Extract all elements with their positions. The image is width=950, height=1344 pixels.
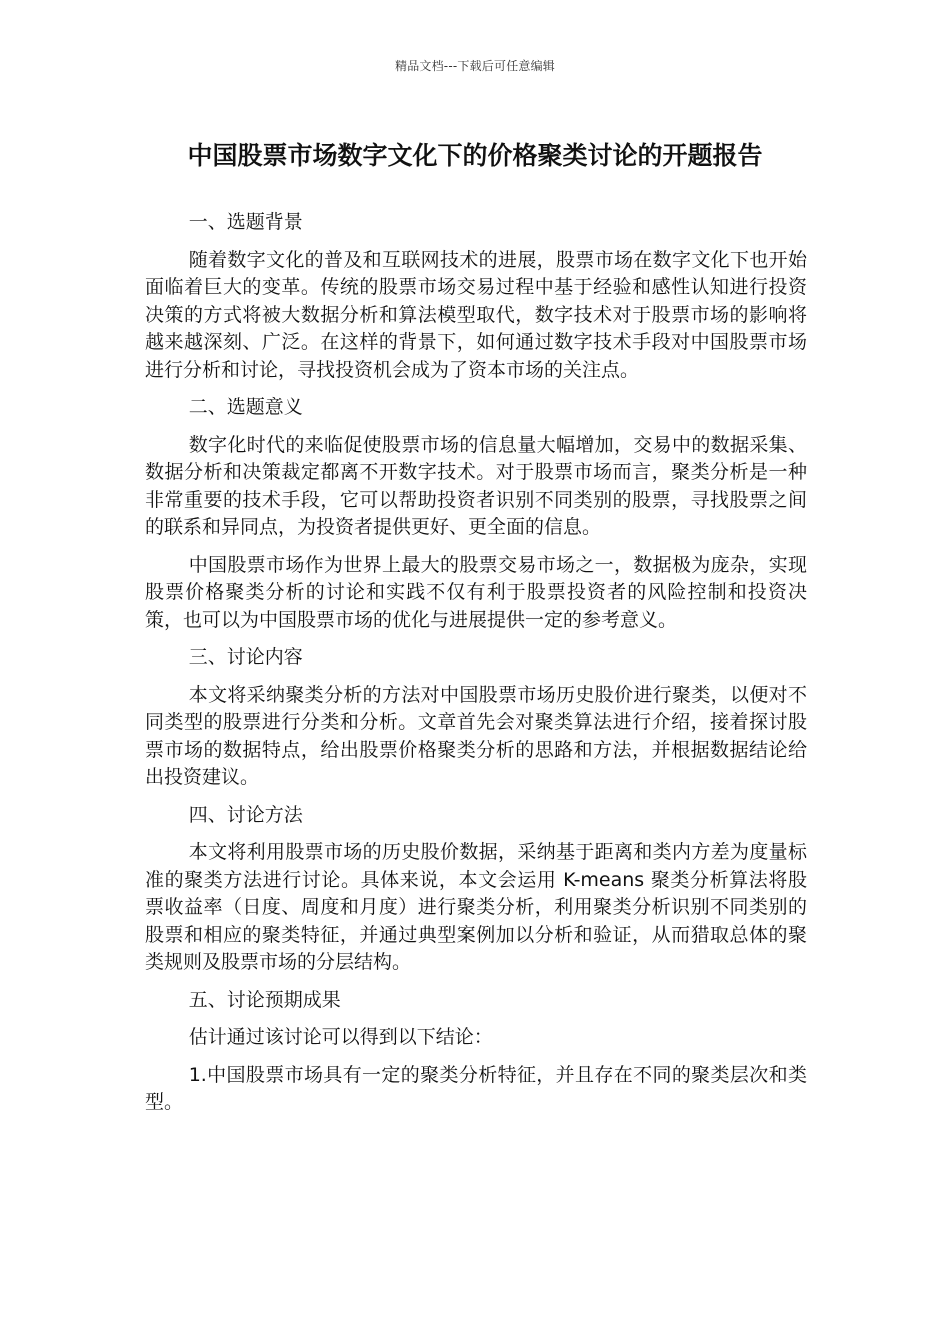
paragraph-significance-2: 中国股票市场作为世界上最大的股票交易市场之一，数据极为庞杂，实现股票价格聚类分析的讨论和实践不仅有利于股票投资者的风险控制和投资决策，也可以为中国股票市场的优化与进展提供一定的参考意义。 <box>145 553 807 631</box>
document-body <box>145 209 807 1127</box>
paragraph-background: 随着数字文化的普及和互联网技术的进展，股票市场在数字文化下也开始面临着巨大的变革。传统的股票市场交易过程中基于经验和感性认知进行投资决策的方式将被大数据分析和算法模型取代，数字技术对于股票市场的影响将越来越深刻、广泛。在这样的背景下，如何通过数字技术手段对中国股票市场进行分析和讨论，寻找投资机会成为了资本市场的关注点。 <box>145 248 807 381</box>
section-heading-significance: 二、选题意义 <box>188 396 303 418</box>
section-heading-expected-results: 五、讨论预期成果 <box>188 988 341 1011</box>
section-heading-method: 四、讨论方法 <box>188 803 303 826</box>
section-heading-background: 一、选题背景 <box>188 211 303 233</box>
section-heading-content: 三、讨论内容 <box>188 646 303 668</box>
paragraph-significance-1: 数字化时代的来临促使股票市场的信息量大幅增加，交易中的数据采集、数据分析和决策裁定都离不开数字技术。对于股票市场而言，聚类分析是一种非常重要的技术手段，它可以帮助投资者识别不同类别的股票，寻找股票之间的联系和异同点，为投资者提供更好、更全面的信息。 <box>145 433 807 538</box>
paragraph-method: 本文将利用股票市场的历史股价数据，采纳基于距离和类内方差为度量标准的聚类方法进行讨论。具体来说，本文会运用 K-means 聚类分析算法将股票收益率（日度、周度和月度）进行聚类分析，利用聚类分析识别不同类别的股票和相应的聚类特征，并通过典型案例加以分析和验证，从而猎取总体的聚类规则及股票市场的分层结构。 <box>145 841 807 973</box>
paragraph-expected-item-1: 1.中国股票市场具有一定的聚类分析特征，并且存在不同的聚类层次和类型。 <box>145 1063 807 1113</box>
paragraph-expected-intro: 估计通过该讨论可以得到以下结论： <box>188 1026 493 1048</box>
page-header: 精品文档---下载后可任意编辑 <box>395 59 555 73</box>
document-title: 中国股票市场数字文化下的价格聚类讨论的开题报告 <box>187 141 763 170</box>
paragraph-content: 本文将采纳聚类分析的方法对中国股票市场历史股价进行聚类，以便对不同类型的股票进行分类和分析。文章首先会对聚类算法进行介绍，接着探讨股票市场的数据特点，给出股票价格聚类分析的思路和方法，并根据数据结论给出投资建议。 <box>145 683 807 788</box>
